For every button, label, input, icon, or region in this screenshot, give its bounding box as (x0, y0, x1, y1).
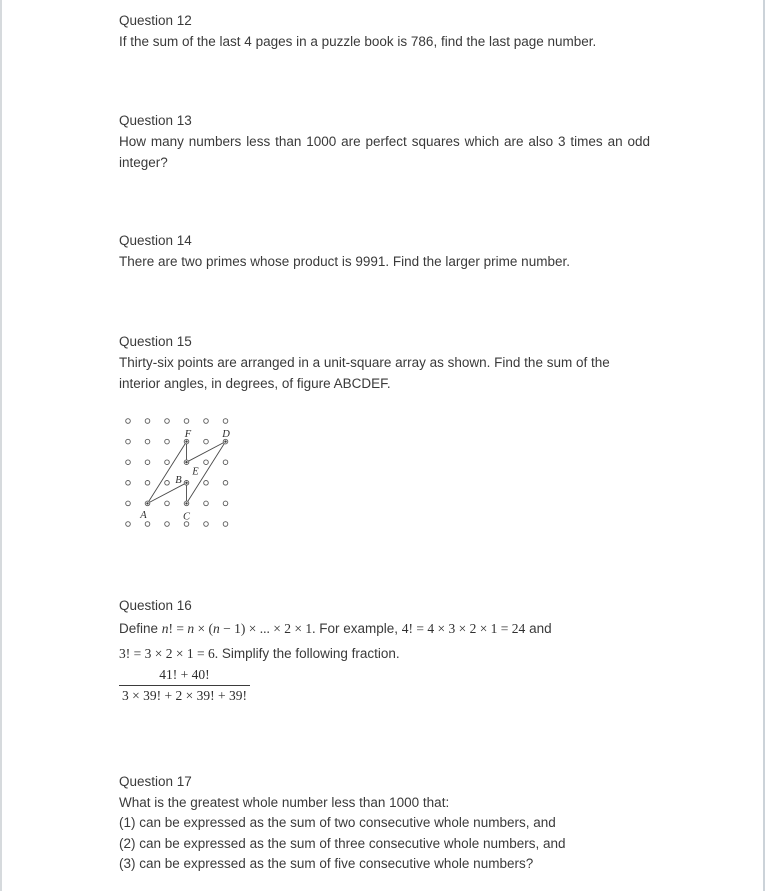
grid-dot (126, 439, 131, 444)
figure-outline (148, 442, 226, 504)
question-17-text: What is the greatest whole number less than 1000 that: (119, 794, 450, 810)
question-17-condition-3: (3) can be expressed as the sum of five consecutive whole numbers? (119, 856, 534, 871)
vertex-label-B: B (175, 475, 182, 486)
grid-dot (165, 481, 170, 486)
vertex-dot-D (224, 440, 226, 442)
question-12-block (119, 10, 650, 52)
grid-dot (204, 460, 209, 465)
math-segment: n (213, 621, 220, 636)
grid-dot (145, 419, 150, 424)
vertex-dot-E (185, 461, 187, 463)
question-16-text-line-2 (119, 641, 650, 666)
question-17-condition-1: (1) can be expressed as the sum of two consecutive whole numbers, and (119, 815, 556, 830)
text-segment: Define (119, 621, 162, 636)
math-segment: × ( (194, 621, 213, 636)
grid-dot (223, 419, 228, 424)
grid-dot (204, 501, 209, 506)
grid-dot (126, 501, 131, 506)
grid-dot (223, 522, 228, 527)
question-17-block (119, 772, 650, 875)
math-segment: 3! = 3 × 2 × 1 = 6. (119, 646, 219, 661)
vertex-label-F: F (184, 429, 192, 440)
question-13-heading: Question 13 (119, 113, 192, 128)
vertex-dot-F (185, 440, 187, 442)
grid-dot (223, 481, 228, 486)
grid-dot (126, 419, 131, 424)
question-15-block (119, 331, 650, 394)
question-15-text-line-2: interior angles, in degrees, of figure ABCDEF. (119, 376, 391, 391)
grid-dot (165, 522, 170, 527)
grid-dot (145, 460, 150, 465)
grid-dot (145, 481, 150, 486)
grid-dot (165, 460, 170, 465)
grid-dot (223, 460, 228, 465)
grid-dot (204, 481, 209, 486)
question-16-block (119, 595, 650, 666)
fraction-denominator: 3 × 39! + 2 × 39! + 39! (119, 685, 250, 704)
grid-dot (204, 522, 209, 527)
math-segment: n (161, 621, 169, 636)
question-13-text-line-2: integer? (119, 155, 168, 170)
question-12-text: If the sum of the last 4 pages in a puzzle book is 786, find the last page number. (119, 34, 597, 49)
vertex-label-D: D (222, 429, 230, 440)
math-segment: n (187, 621, 195, 636)
grid-dot (184, 419, 189, 424)
text-segment: and (525, 621, 552, 636)
question-16-fraction (119, 666, 250, 705)
math-segment: 4! = 4 × 3 × 2 × 1 = 24 (401, 621, 526, 636)
question-15-text-line-1: Thirty-six points are arranged in a unit-square array as shown. Find the sum of the (119, 355, 610, 370)
grid-dot (204, 419, 209, 424)
grid-dot (126, 522, 131, 527)
question-12-heading: Question 12 (119, 13, 192, 28)
question-14-heading: Question 14 (119, 233, 192, 248)
grid-dot (165, 501, 170, 506)
math-segment: ! = (168, 621, 188, 636)
grid-dot (165, 439, 170, 444)
grid-dot (126, 460, 131, 465)
grid-dot (165, 419, 170, 424)
vertex-label-E: E (192, 466, 199, 478)
vertex-dot-B (185, 482, 187, 484)
question-17-condition-2: (2) can be expressed as the sum of three consecutive whole numbers, and (119, 835, 566, 851)
grid-dot (204, 439, 209, 444)
question-13-text-line-1: How many numbers less than 1000 are perfect squares which are also 3 times an odd (119, 134, 650, 149)
question-16-heading: Question 16 (119, 598, 192, 613)
question-14-text: There are two primes whose product is 9991. Find the larger prime number. (119, 254, 570, 269)
question-16-text-line-1 (119, 616, 650, 641)
grid-dot (126, 481, 131, 486)
question-15-heading: Question 15 (119, 334, 192, 349)
math-segment: − 1) × ... × 2 × 1. (219, 621, 316, 636)
question-17-heading: Question 17 (119, 774, 192, 789)
grid-dot (223, 501, 228, 506)
text-segment: Simplify the following fraction. (218, 646, 400, 661)
vertex-label-A: A (140, 510, 147, 521)
text-segment: For example, (315, 621, 402, 636)
vertex-dot-C (185, 502, 187, 504)
grid-dot (145, 439, 150, 444)
question-14-block (119, 230, 650, 272)
vertex-dot-A (146, 502, 148, 504)
fraction-numerator: 41! + 40! (159, 667, 210, 682)
question-15-dot-grid-figure (114, 409, 254, 545)
vertex-label-C: C (182, 511, 191, 523)
fraction (119, 666, 250, 704)
grid-dot (145, 522, 150, 527)
question-13-block (119, 110, 650, 173)
figure-abcdef-svg (114, 409, 254, 545)
